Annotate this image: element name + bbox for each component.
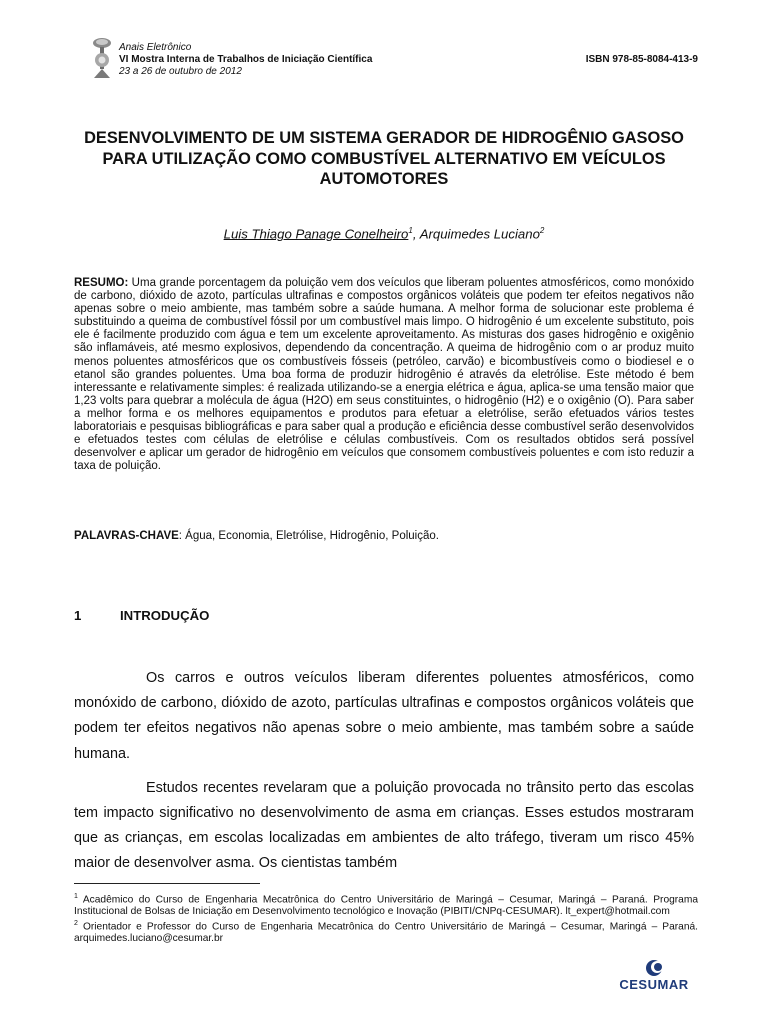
keywords-label: PALAVRAS-CHAVE <box>74 530 179 542</box>
author-separator: , <box>412 226 420 242</box>
cesumar-wordmark: CESUMAR <box>619 977 689 992</box>
section-heading <box>74 608 209 623</box>
cesumar-logo <box>608 958 700 1006</box>
footnote-text: Acadêmico do Curso de Engenharia Mecatrônica do Centro Universitário de Maringá – Cesumar, Maringá – Paraná. Programa Institucional de Bolsas de Iniciação em Desenvolvimento tecnológico e Inovação (PIBITI/CNPq-CESUMAR). lt_expert@hotmail.com <box>74 894 698 917</box>
footnote <box>74 918 698 945</box>
section-title: INTRODUÇÃO <box>120 608 210 623</box>
abstract-label: RESUMO: <box>74 277 129 289</box>
keywords <box>74 530 694 542</box>
cesumar-emblem-icon <box>608 958 700 978</box>
header-line-2: VI Mostra Interna de Trabalhos de Iniciação Científica <box>119 54 373 65</box>
header-line-1: Anais Eletrônico <box>119 42 192 53</box>
header-line-3: 23 a 26 de outubro de 2012 <box>119 66 242 77</box>
isbn: ISBN 978-85-8084-413-9 <box>585 54 698 65</box>
abstract-text: Uma grande porcentagem da poluição vem dos veículos que liberam poluentes atmosféricos, como monóxido de carbono, dióxido de azoto, partículas ultrafinas e compostos orgânicos voláteis que podem ter efeitos negativos não apenas sobre o meio ambiente, mas também sobre a saúde humana. A melhor forma de solucionar este problema é substituindo a queima de combustível fóssil por um combustível mais limpo. O hidrogênio é um excelente substituto, pois ele é facilmente produzido com água e tem um excelente aproveitamento. As misturas dos gases hidrogênio e oxigênio são inflamáveis, até mesmo explosivos, dependendo da concentração. A queima de hidrogênio com o ar produz muito menos poluentes atmosféricos que os combustíveis fósseis (petróleo, carvão) e bicombustíveis como o biodiesel e o etanol são grandes poluentes. Uma boa forma de produzir hidrogênio é através da eletrólise. Este método é bem interessante e relativamente simples: é realizada utilizando-se a energia elétrica e água, aplica-se uma tensão maior que 1,23 volts para quebrar a molécula de água (H2O) em seus constituintes, o hidrogênio (H2) e o oxigênio (O). Para saber a melhor forma e os melhores equipamentos e produtos para efetuar a eletrólise, serão efetuados vários testes laboratoriais e pesquisas bibliográficas e para saber qual a produção e eficiência desse combustível serão desenvolvidos e efetuados testes com células de eletrólise e células combustíveis. Com os resultados obtidos será possível desenvolver e aplicar um gerador de hidrogênio em veículos que consomem combustíveis poluentes e com isto reduzir a taxa de poluição. <box>74 277 694 473</box>
section-number: 1 <box>74 608 82 623</box>
paragraph: Os carros e outros veículos liberam diferentes poluentes atmosféricos, como monóxido de carbono, dióxido de azoto, partículas ultrafinas e compostos orgânicos voláteis que podem ter efeitos negativos não apenas sobre o meio ambiente, mas também sobre a saúde humana. <box>74 670 694 762</box>
abstract <box>74 277 694 473</box>
paragraph: Estudos recentes revelaram que a poluição provocada no trânsito perto das escolas tem impacto significativo no desenvolvimento de asma em crianças. Esses estudos mostraram que as crianças, em escolas localizadas em ambientes de alto tráfego, tiveram um risco 45% maior de desenvolver asma. Os cientistas também <box>74 779 694 872</box>
header-text <box>119 42 372 78</box>
event-logo-icon <box>88 34 118 82</box>
author-2: Arquimedes Luciano <box>419 226 540 242</box>
footnote-mark: 2 <box>74 919 78 927</box>
page-header <box>88 34 698 84</box>
paper-title: DESENVOLVIMENTO DE UM SISTEMA GERADOR DE HIDROGÊNIO GASOSO PARA UTILIZAÇÃO COMO COMBUSTÍVEL ALTERNATIVO EM VEÍCULOS AUTOMOTORES <box>84 129 684 188</box>
footnote <box>74 891 698 918</box>
footnotes <box>74 891 698 944</box>
footnote-mark: 1 <box>74 893 78 900</box>
author-1: Luis Thiago Panage Conelheiro <box>223 226 409 242</box>
keywords-text: : Água, Economia, Eletrólise, Hidrogênio, Poluição. <box>178 530 439 542</box>
authors <box>0 226 768 241</box>
body-text <box>74 666 694 886</box>
footnote-divider <box>74 883 260 884</box>
author-1-footnote-mark: 1 <box>408 226 413 235</box>
footnote-text: Orientador e Professor do Curso de Engenharia Mecatrônica do Centro Universitário de Maringá – Cesumar, Maringá – Paraná. arquimedes.luciano@cesumar.br <box>74 920 698 944</box>
author-2-footnote-mark: 2 <box>539 226 545 235</box>
